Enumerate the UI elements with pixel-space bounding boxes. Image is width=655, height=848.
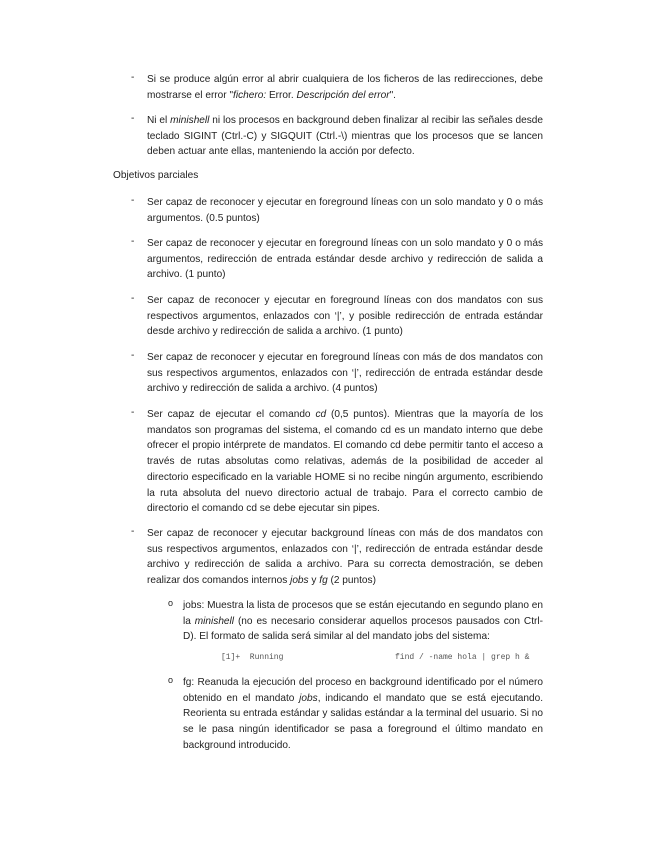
code-example <box>221 653 530 662</box>
objective-item <box>131 195 543 226</box>
sub-item-fg <box>168 675 543 754</box>
sub-bullet-marker: o <box>168 675 174 685</box>
bullet-dash: - <box>131 195 135 206</box>
objective-text: Ser capaz de reconocer y ejecutar background líneas con más de dos mandatos con sus respectivos argumentos, enlazados con ‘|’, redirección de entrada estándar desde archivo y redirección de salida a archivo. Para su correcta demostración, se deben realizar dos comandos internos jobs y fg (2 puntos) <box>147 528 543 587</box>
bullet-dash: - <box>131 113 135 124</box>
bullet-dash: - <box>131 526 135 537</box>
objective-text: Ser capaz de ejecutar el comando cd (0,5 puntos). Mientras que la mayoría de los mandatos son programas del sistema, el comando cd es un mandato interno que debe ofrecer el propio intérprete de mandatos. El comando cd debe permitir tanto el acceso a través de rutas absolutas como relativas, además de la posibilidad de acceder al directorio especificado en la variable HOME si no recibe ningún argumento, escribiendo la ruta absoluta del nuevo directorio actual de trabajo. Para el correcto cambio de directorio el comando cd se debe ejecutar sin pipes. <box>147 409 543 515</box>
section-title: Objetivos parciales <box>113 170 199 181</box>
bullet-dash: - <box>131 72 135 83</box>
bullet-signals <box>131 113 543 160</box>
bullet-text: Si se produce algún error al abrir cualquiera de los ficheros de las redirecciones, debe mostrarse el error "fichero: Error. Descripción del error". <box>147 74 543 101</box>
bullet-dash: - <box>131 293 135 304</box>
objective-item <box>131 236 543 283</box>
bullet-dash: - <box>131 350 135 361</box>
bullet-redirection-error <box>131 72 543 103</box>
objective-text: Ser capaz de reconocer y ejecutar en foreground líneas con dos mandatos con sus respectivos argumentos, enlazados con ‘|’, y posible redirección de entrada estándar desde archivo y redirección de salida a archivo. (1 punto) <box>147 295 543 338</box>
code-left: [1]+ Running <box>221 653 284 662</box>
bullet-text: Ni el minishell ni los procesos en background deben finalizar al recibir las señales desde teclado SIGINT (Ctrl.-C) y SIGQUIT (Ctrl.-\) mientras que los procesos que se lancen deben actuar ante ellas, manteniendo la acción por defecto. <box>147 115 543 158</box>
bullet-dash: - <box>131 407 135 418</box>
objective-cd <box>131 407 543 517</box>
sub-bullet-marker: o <box>168 598 174 608</box>
sub-item-text: jobs: Muestra la lista de procesos que se están ejecutando en segundo plano en la minishell (no es necesario considerar aquellos procesos pausados con Ctrl-D). El formato de salida será similar al del mandato jobs del sistema: <box>183 600 543 643</box>
code-right: find / -name hola | grep h & <box>395 653 530 662</box>
objective-text: Ser capaz de reconocer y ejecutar en foreground líneas con un solo mandato y 0 o más argumentos, redirección de entrada estándar desde archivo y redirección de salida a archivo. (1 punto) <box>147 238 543 281</box>
bullet-dash: - <box>131 236 135 247</box>
objective-text: Ser capaz de reconocer y ejecutar en foreground líneas con un solo mandato y 0 o más argumentos. (0.5 puntos) <box>147 197 543 224</box>
objective-background <box>131 526 543 589</box>
objective-text: Ser capaz de reconocer y ejecutar en foreground líneas con más de dos mandatos con sus respectivos argumentos, enlazados con ‘|’, redirección de entrada estándar desde archivo y redirección de salida a archivo. (4 puntos) <box>147 352 543 395</box>
sub-item-jobs <box>168 598 543 645</box>
sub-item-text: fg: Reanuda la ejecución del proceso en background identificado por el número obtenido en el mandato jobs, indicando el mandato que se está ejecutando. Reorienta su entrada estándar y salidas estándar a la terminal del usuario. Si no se le pasa ningún identificador se pasa a foreground el último mandato en background introducido. <box>183 677 544 751</box>
objective-item <box>131 350 543 397</box>
objective-item <box>131 293 543 340</box>
